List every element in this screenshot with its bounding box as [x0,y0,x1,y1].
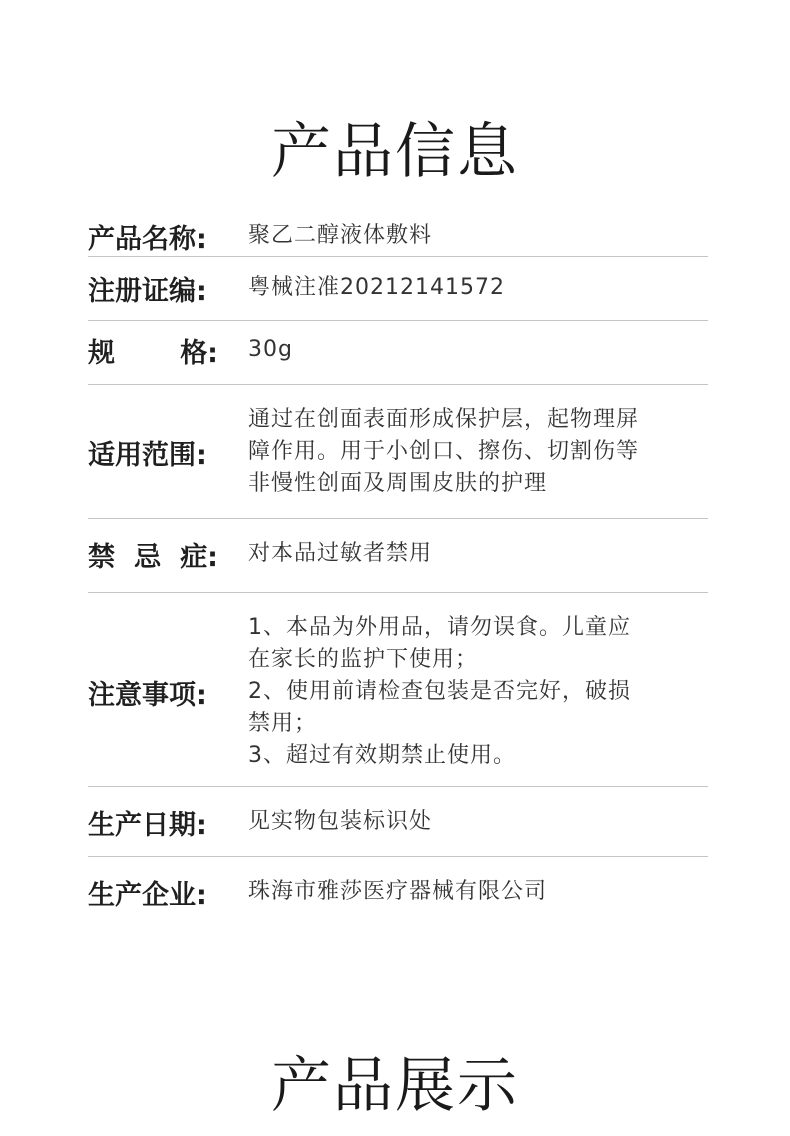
divider [88,384,708,385]
usage-line: 通过在创面表面形成保护层，起物理屏 [248,407,640,432]
divider [88,518,708,519]
product-name-value: 聚乙二醇液体敷料 [248,223,433,248]
spec-label-char: 格: [180,337,218,369]
row-manufacturer [88,872,708,912]
notes-line: 2、使用前请检查包装是否完好，破损 [248,679,631,704]
notes-value [248,612,708,772]
spec-value: 30g [248,337,293,362]
manufacturer-label: 生产企业: [88,879,207,911]
registration-value: 粤械注准20212141572 [248,275,505,300]
product-name-label: 产品名称: [88,223,207,255]
notes-line: 3、超过有效期禁止使用。 [248,743,516,768]
contraindication-label [88,535,218,574]
production-date-label: 生产日期: [88,809,207,841]
usage-line: 障作用。用于小创口、擦伤、切割伤等 [248,439,640,464]
usage-line: 非慢性创面及周围皮肤的护理 [248,471,548,496]
contraindication-label-char: 症: [180,541,218,573]
contraindication-label-char: 忌 [134,541,162,573]
row-product-name [88,216,708,256]
manufacturer-value: 珠海市雅莎医疗器械有限公司 [248,879,548,904]
row-usage [88,404,708,500]
divider [88,320,708,321]
divider [88,786,708,787]
row-production-date [88,802,708,842]
notes-label: 注意事项: [88,679,207,711]
section-title-product-info: 产品信息 [271,117,519,188]
divider [88,256,708,257]
spec-label-char: 规 [88,337,115,369]
production-date-value: 见实物包装标识处 [248,809,433,834]
section-title-product-showcase: 产品展示 [271,1051,519,1122]
notes-line: 禁用； [248,711,318,736]
registration-label: 注册证编: [88,275,207,307]
usage-value [248,404,708,500]
contraindication-value: 对本品过敏者禁用 [248,541,433,566]
row-notes [88,612,708,772]
row-contraindication [88,534,708,574]
divider [88,592,708,593]
notes-line: 在家长的监护下使用； [248,647,479,672]
divider [88,856,708,857]
contraindication-label-char: 禁 [88,541,115,573]
usage-label: 适用范围: [88,439,207,471]
row-spec [88,330,708,370]
notes-line: 1、本品为外用品，请勿误食。儿童应 [248,615,631,640]
row-registration [88,268,708,308]
spec-label [88,331,218,370]
